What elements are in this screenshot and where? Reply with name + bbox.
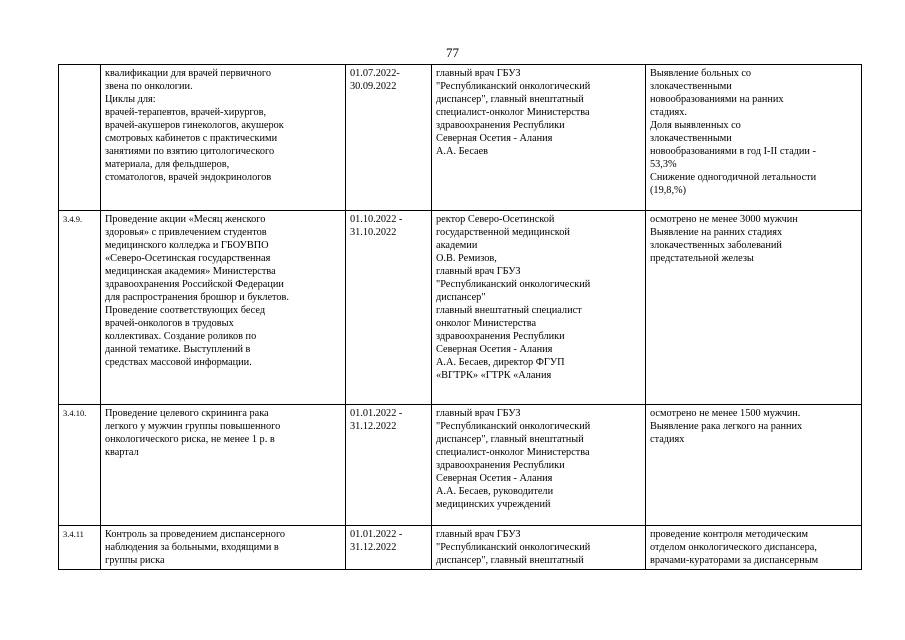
text-line: диспансер", главный внештатный (436, 434, 584, 445)
text-line: 31.12.2022 (350, 542, 397, 553)
text-line: медицинского колледжа и ГБОУВПО (105, 240, 269, 251)
responsible-cell (432, 526, 646, 570)
text-line: Северная Осетия - Алания (436, 133, 553, 144)
text-line: главный врач ГБУЗ (436, 266, 521, 277)
text-line: злокачественных заболеваний (650, 240, 782, 251)
text-line: материала, для фельдшеров, (105, 159, 230, 170)
result-cell (646, 526, 862, 570)
text-line: здравоохранения Республики (436, 120, 565, 131)
text-line: звена по онкологии. (105, 81, 193, 92)
text-line: квартал (105, 447, 139, 458)
dates-cell (346, 211, 432, 405)
item-number-cell: 3.4.11 (59, 526, 101, 570)
activity-cell (101, 405, 346, 526)
text-line: главный врач ГБУЗ (436, 408, 521, 419)
text-line: врачами-кураторами за диспансерным (650, 555, 819, 566)
item-number-cell: 3.4.9. (59, 211, 101, 405)
text-line: Выявление рака легкого на ранних (650, 421, 803, 432)
text-line: Проведение акции «Месяц женского (105, 214, 266, 225)
text-line: здравоохранения Республики (436, 460, 565, 471)
text-line: 53,3% (650, 159, 677, 170)
text-line: А.А. Бесаев, директор ФГУП (436, 357, 565, 368)
text-line: диспансер" (436, 292, 486, 303)
text-line: главный врач ГБУЗ (436, 529, 521, 540)
responsible-cell (432, 65, 646, 211)
text-line: главный внештатный специалист (436, 305, 582, 316)
action-plan-table (58, 64, 862, 570)
table-row (59, 211, 862, 405)
text-line: академии (436, 240, 478, 251)
text-line: здоровья» с привлечением студентов (105, 227, 267, 238)
item-number-cell (59, 65, 101, 211)
text-line: квалификации для врачей первичного (105, 68, 271, 79)
text-line: Выявление на ранних стадиях (650, 227, 783, 238)
text-line: Северная Осетия - Алания (436, 473, 553, 484)
text-line: Выявление больных со (650, 68, 752, 79)
dates-cell (346, 405, 432, 526)
activity-cell (101, 211, 346, 405)
text-line: осмотрено не менее 3000 мужчин (650, 214, 798, 225)
text-line: 01.10.2022 - (350, 214, 403, 225)
item-number-cell: 3.4.10. (59, 405, 101, 526)
text-line: специалист-онколог Министерства (436, 447, 590, 458)
text-line: коллективах. Создание роликов по (105, 331, 257, 342)
text-line: медицинских учреждений (436, 499, 551, 510)
text-line: О.В. Ремизов, (436, 253, 497, 264)
text-line: медицинская академия» Министерства (105, 266, 276, 277)
table-row (59, 405, 862, 526)
text-line: врачей-онкологов в трудовых (105, 318, 234, 329)
text-line: стоматологов, врачей эндокринологов (105, 172, 272, 183)
text-line: Доля выявленных со (650, 120, 741, 131)
text-line: стадиях. (650, 107, 687, 118)
text-line: 31.12.2022 (350, 421, 397, 432)
text-line: "Республиканский онкологический (436, 421, 591, 432)
text-line: средствах массовой информации. (105, 357, 252, 368)
text-line: "Республиканский онкологический (436, 81, 591, 92)
table-body (59, 65, 862, 570)
text-line: злокачественными (650, 81, 732, 92)
text-line: Северная Осетия - Алания (436, 344, 553, 355)
dates-cell (346, 526, 432, 570)
text-line: государственной медицинской (436, 227, 570, 238)
text-line: (19,8,%) (650, 185, 687, 196)
text-line: специалист-онколог Министерства (436, 107, 590, 118)
text-line: занятиями по взятию цитологического (105, 146, 275, 157)
text-line: "Республиканский онкологический (436, 279, 591, 290)
table-row (59, 526, 862, 570)
text-line: Циклы для: (105, 94, 156, 105)
text-line: наблюдения за больными, входящими в (105, 542, 279, 553)
text-line: стадиях (650, 434, 685, 445)
text-line: "Республиканский онкологический (436, 542, 591, 553)
text-line: для распространения брошюр и буклетов. (105, 292, 289, 303)
text-line: Проведение целевого скрининга рака (105, 408, 269, 419)
text-line: диспансер", главный внештатный (436, 94, 584, 105)
text-line: предстательной железы (650, 253, 754, 264)
table-row (59, 65, 862, 211)
text-line: здравоохранения Российской Федерации (105, 279, 284, 290)
result-cell (646, 211, 862, 405)
activity-cell (101, 526, 346, 570)
text-line: Контроль за проведением диспансерного (105, 529, 286, 540)
text-line: осмотрено не менее 1500 мужчин. (650, 408, 801, 419)
text-line: врачей-акушеров гинекологов, акушерок (105, 120, 284, 131)
text-line: данной тематике. Выступлений в (105, 344, 251, 355)
text-line: 31.10.2022 (350, 227, 397, 238)
text-line: 01.01.2022 - (350, 408, 403, 419)
text-line: смотровых кабинетов с практическими (105, 133, 278, 144)
text-line: А.А. Бесаев, руководители (436, 486, 554, 497)
text-line: Проведение соответствующих бесед (105, 305, 266, 316)
text-line: главный врач ГБУЗ (436, 68, 521, 79)
text-line: диспансер", главный внештатный (436, 555, 584, 566)
page-number: 77 (446, 45, 459, 60)
text-line: проведение контроля методическим (650, 529, 809, 540)
text-line: «Северо-Осетинская государственная (105, 253, 271, 264)
text-line: онкологического риска, не менее 1 р. в (105, 434, 275, 445)
activity-cell (101, 65, 346, 211)
text-line: ректор Северо-Осетинской (436, 214, 555, 225)
text-line: Снижение одногодичной летальности (650, 172, 817, 183)
text-line: отделом онкологического диспансера, (650, 542, 817, 553)
text-line: онколог Министерства (436, 318, 537, 329)
dates-cell (346, 65, 432, 211)
text-line: злокачественными (650, 133, 732, 144)
responsible-cell (432, 405, 646, 526)
text-line: врачей-терапевтов, врачей-хирургов, (105, 107, 267, 118)
text-line: новообразованиями в год I-II стадии - (650, 146, 816, 157)
text-line: 30.09.2022 (350, 81, 397, 92)
text-line: новообразованиями на ранних (650, 94, 784, 105)
responsible-cell (432, 211, 646, 405)
text-line: группы риска (105, 555, 165, 566)
text-line: 01.01.2022 - (350, 529, 403, 540)
text-line: 01.07.2022- (350, 68, 400, 79)
text-line: здравоохранения Республики (436, 331, 565, 342)
result-cell (646, 405, 862, 526)
text-line: «ВГТРК» «ГТРК «Алания (436, 370, 552, 381)
text-line: легкого у мужчин группы повышенного (105, 421, 281, 432)
result-cell (646, 65, 862, 211)
text-line: А.А. Бесаев (436, 146, 489, 157)
